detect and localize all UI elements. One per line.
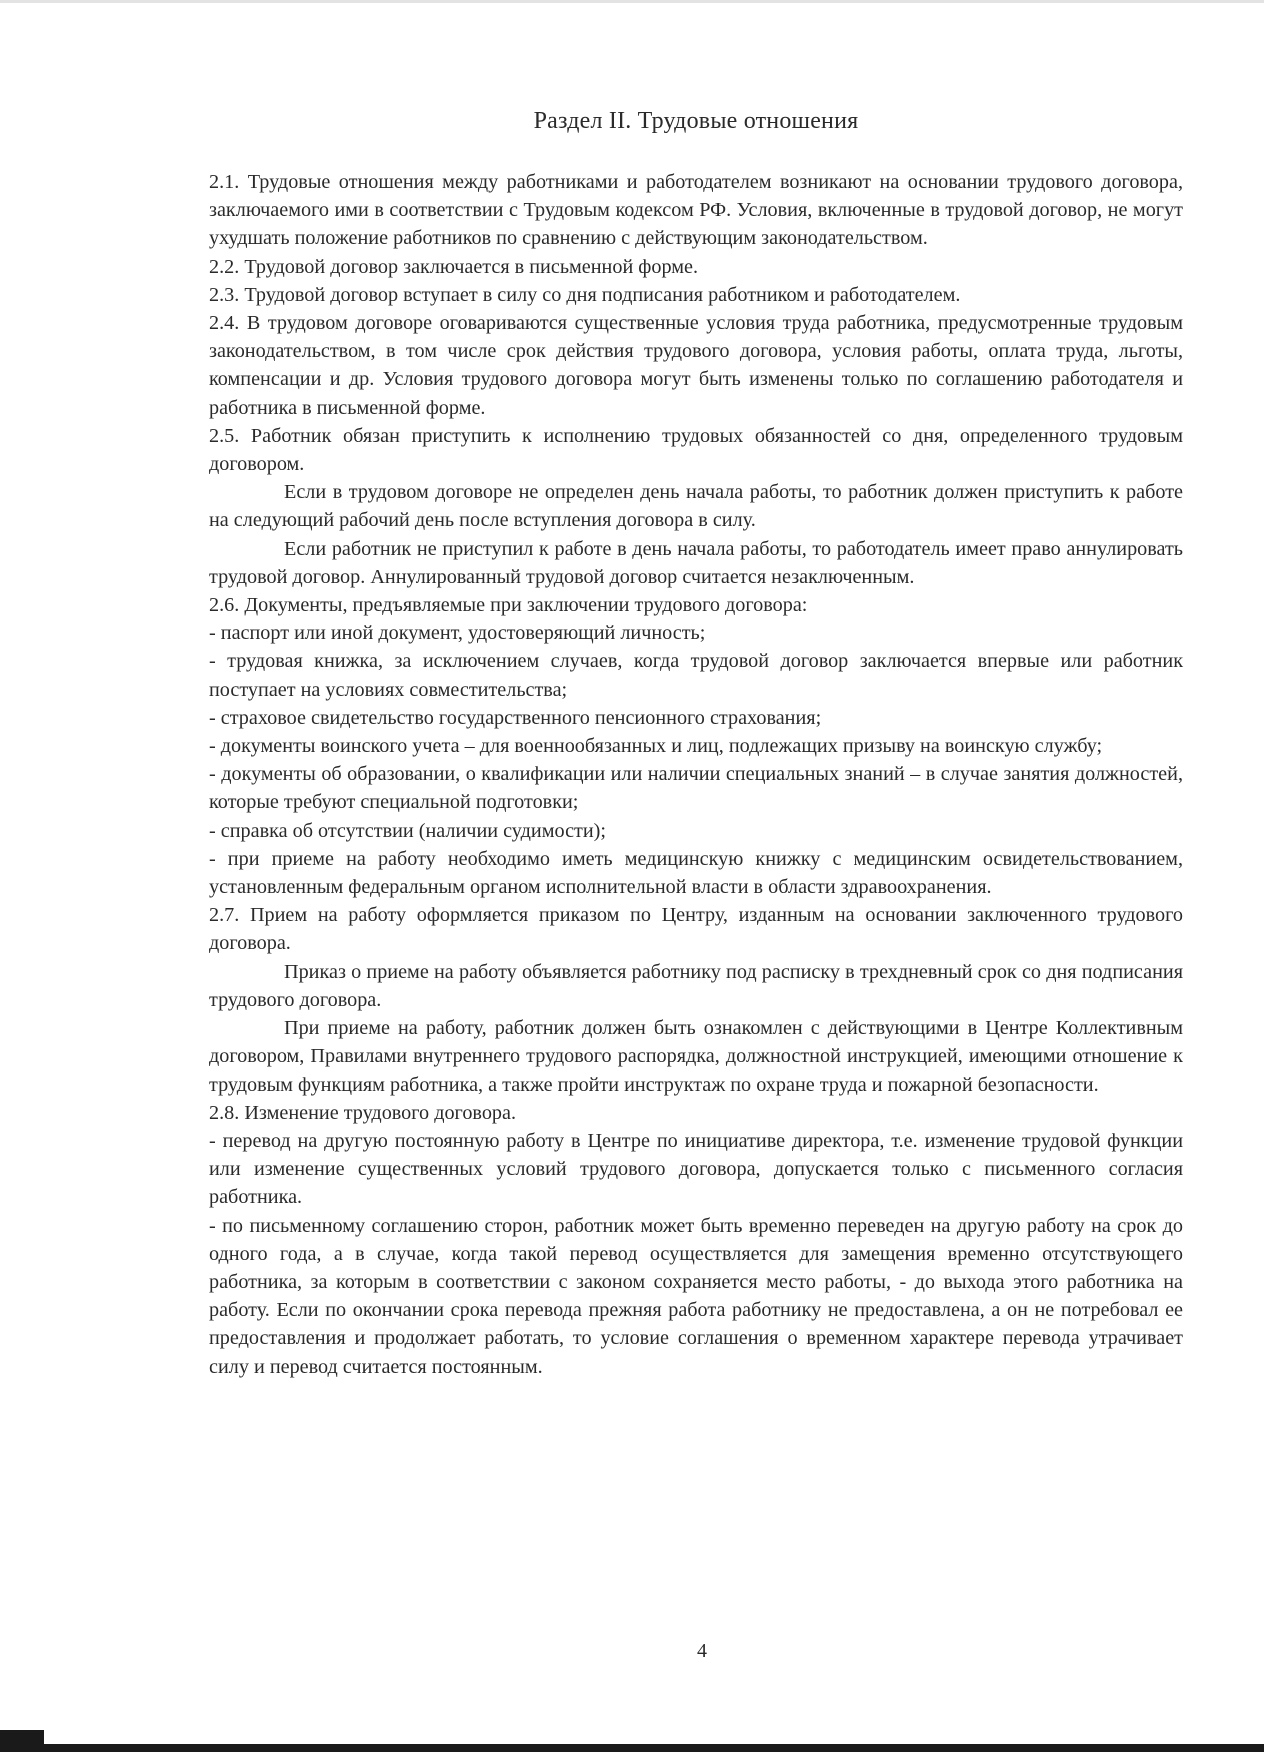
paragraph: - при приеме на работу необходимо иметь медицинскую книжку с медицинским освидетельствованием, установленным федеральным органом исполнительной власти в области здравоохранения. [209, 847, 1183, 899]
document-body [209, 168, 1183, 1381]
paragraph: 2.5. Работник обязан приступить к исполнению трудовых обязанностей со дня, определенного трудовым договором. [209, 424, 1183, 476]
paragraph: Если в трудовом договоре не определен день начала работы, то работник должен приступить к работе на следующий рабочий день после вступления договора в силу. [209, 481, 1183, 532]
paragraph: 2.1. Трудовые отношения между работниками и работодателем возникают на основании трудового договора, заключаемого ими в соответствии с Трудовым кодексом РФ. Условия, включенные в трудовой договор, не могут ухудшать положение работников по сравнению с действующим законодательством. [209, 171, 1183, 250]
paragraph: - документы об образовании, о квалификации или наличии специальных знаний – в случае занятия должностей, которые требуют специальной подготовки; [209, 763, 1183, 814]
paragraph: - документы воинского учета – для военнообязанных и лиц, подлежащих призыву на воинскую службу; [209, 735, 1103, 758]
section-title: Раздел II. Трудовые отношения [533, 108, 859, 134]
paragraph: - перевод на другую постоянную работу в Центре по инициативе директора, т.е. изменение трудовой функции или изменение существенных условий трудового договора, допускается только с письменного согласия работника. [209, 1129, 1183, 1209]
paragraph: 2.7. Прием на работу оформляется приказом по Центру, изданным на основании заключенного трудового договора. [209, 904, 1183, 955]
paragraph: - трудовая книжка, за исключением случаев, когда трудовой договор заключается впервые или работник поступает на условиях совместительства; [209, 650, 1183, 701]
paragraph: 2.3. Трудовой договор вступает в силу со дня подписания работником и работодателем. [209, 283, 961, 306]
paragraph: - по письменному соглашению сторон, работник может быть временно переведен на другую работу на срок до одного года, а в случае, когда такой перевод осуществляется для замещения временно отсутствующего работника, за которым в соответствии с законом сохраняется место работы, - до выхода этого работника на работу. Если по окончании срока перевода прежняя работа работнику не предоставлена, а он не потребовал ее предоставления и продолжает работать, то условие соглашения о временном характере перевода утрачивает силу и перевод считается постоянным. [209, 1214, 1183, 1378]
paragraph: Приказ о приеме на работу объявляется работнику под расписку в трехдневный срок со дня подписания трудового договора. [209, 960, 1183, 1011]
paragraph: - справка об отсутствии (наличии судимости); [209, 819, 606, 842]
scan-bottom-edge [0, 1744, 1264, 1752]
paragraph: - паспорт или иной документ, удостоверяющий личность; [209, 622, 706, 645]
paragraph: 2.6. Документы, предъявляемые при заключении трудового договора: [209, 594, 808, 617]
scan-corner-mark [0, 1730, 44, 1752]
paragraph: Если работник не приступил к работе в день начала работы, то работодатель имеет право аннулировать трудовой договор. Аннулированный трудовой договор считается незаключенным. [209, 537, 1183, 588]
paragraph: 2.2. Трудовой договор заключается в письменной форме. [209, 255, 699, 278]
paragraph: При приеме на работу, работник должен быть ознакомлен с действующими в Центре Коллективным договором, Правилами внутреннего трудового распорядка, должностной инструкцией, имеющими отношение к трудовым функциям работника, а также пройти инструктаж по охране труда и пожарной безопасности. [209, 1017, 1183, 1096]
page-number: 4 [697, 1640, 707, 1662]
paragraph: - страховое свидетельство государственного пенсионного страхования; [209, 706, 822, 729]
scan-top-edge [0, 0, 1264, 3]
paragraph: 2.8. Изменение трудового договора. [209, 1101, 517, 1124]
paragraph: 2.4. В трудовом договоре оговариваются существенные условия труда работника, предусмотренные трудовым законодательством, в том числе срок действия трудового договора, условия работы, оплата труда, льготы, компенсации и др. Условия трудового договора могут быть изменены только по соглашению работодателя и работника в письменной форме. [209, 312, 1183, 419]
